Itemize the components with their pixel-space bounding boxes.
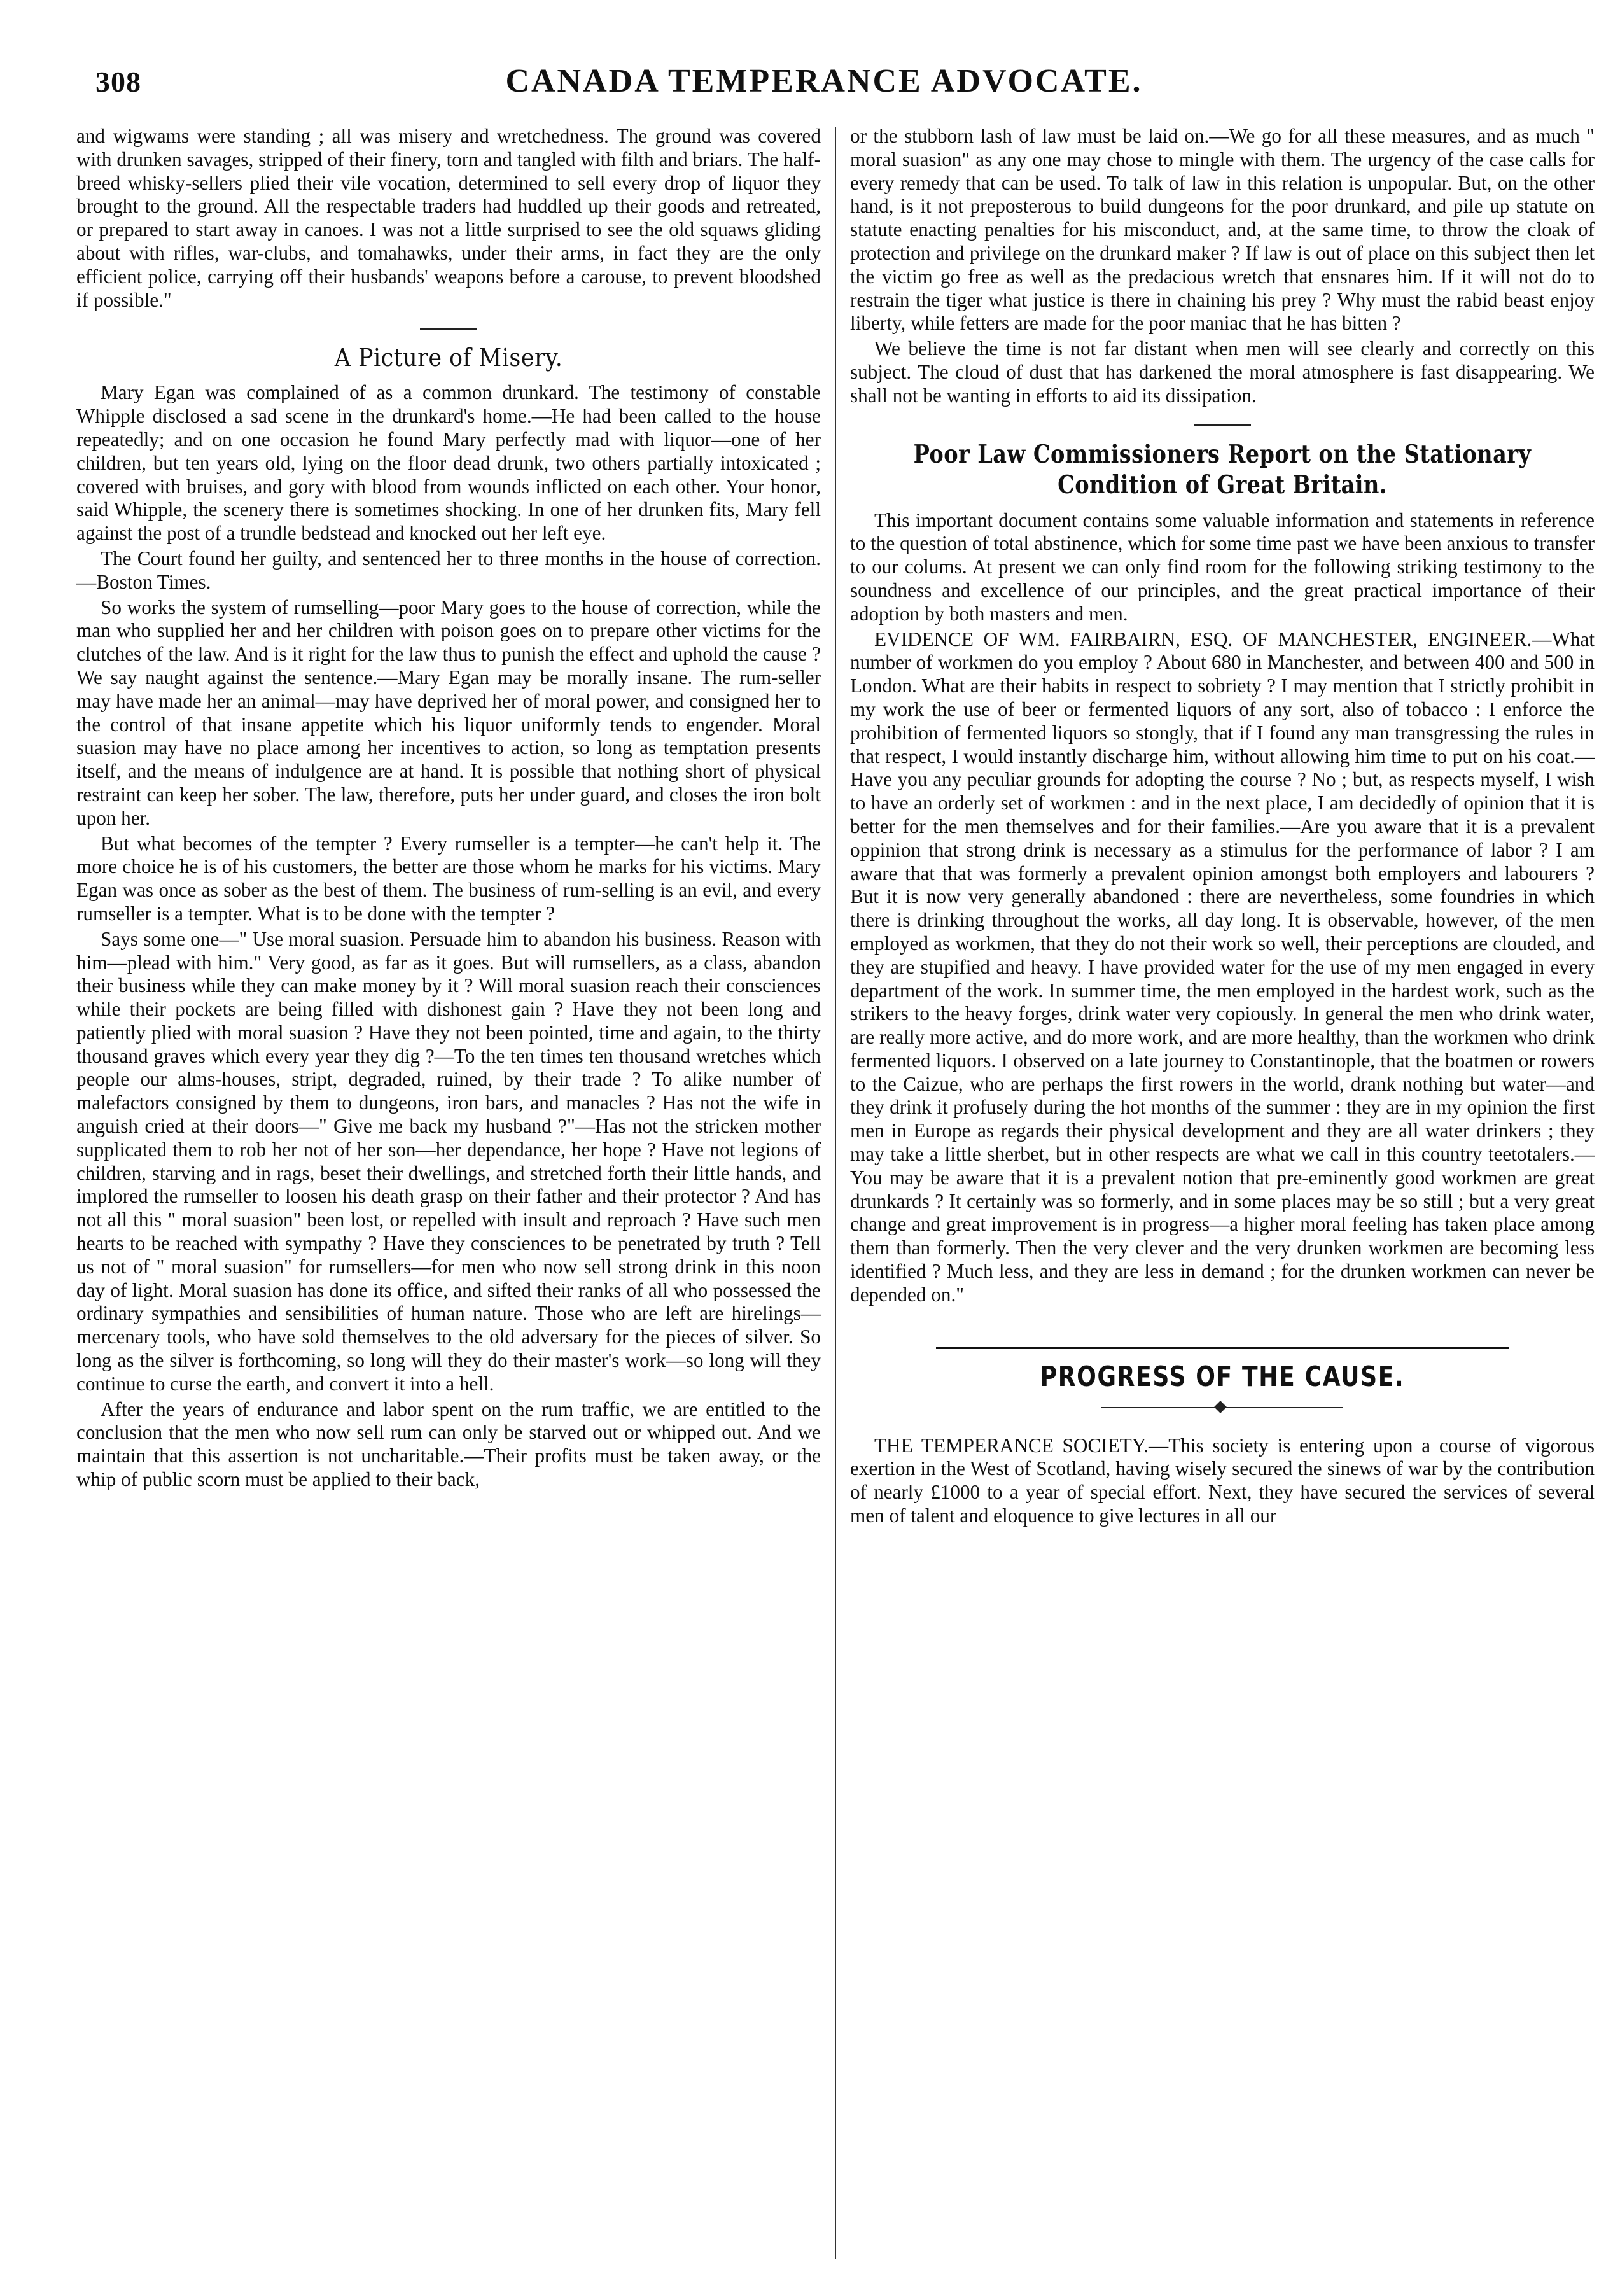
section-title-poor-law-report: Poor Law Commissioners Report on the Stationary Condition of Great Britain. xyxy=(913,439,1532,500)
continuation-paragraph: or the stubborn lash of law must be laid on.—We go for all these measures, and as much " moral suasion" as any one may chose to mingle with them. The urgency of the case calls for every remedy that can be used. To talk of law in this relation is unpopular. But, on the other hand, is it not preposterous to build dungeons for the poor drunkard, and pile up statute on statute enacting penalties for his misconduct, and, at the same time, to throw the cloak of protection and privilege on the drunkard maker ? If law is out of place on this subject then let the victim go free as well as the predacious wretch that ensnares him. If it will not do to restrain the tiger what justice is there in chaining his prey ? Why must the rabid beast enjoy liberty, while fetters are made for the poor maniac that he has bitten ? xyxy=(850,125,1595,335)
journal-title: CANADA TEMPERANCE ADVOCATE. xyxy=(505,63,1143,99)
progress-section-header xyxy=(850,1347,1595,1415)
section-title-picture-of-misery: A Picture of Misery. xyxy=(334,344,563,372)
article-paragraph: Says some one—" Use moral suasion. Persuade him to abandon his business. Reason with him—plead with him." Very good, as far as it goes. But will rumsellers, as a class, abandon their business while they can make money by it ? Will moral suasion reach their consciences while their pockets are being filled with dishonest gain ? Have they not been long and patiently plied with moral suasion ? Have they not been pointed, time and again, to the thirty thousand graves which every year they dig ?—To the ten times ten thousand wretches which people our alms-houses, stript, degraded, ruined, by their trade ? To alike number of malefactors consigned by them to dungeons, iron bars, and manacles ? Has not the wife in anguish cried at their doors—" Give me back my husband ?"—Has not the stricken mother supplicated them to rob her not of her son—her dependance, her hope ? Have not legions of children, starving and in rags, beset their dwellings, and stretched forth their little hands, and implored the rumseller to loosen his death grasp on their father and their protector ? And has not all this " moral suasion" been lost, or repelled with insult and reproach ? Have such men hearts to be reached with sympathy ? Have they consciences to be penetrated by truth ? Tell us not of " moral suasion" for rumsellers—for men who now sell strong drink in this noon day of light. Moral suasion has done its office, and sifted their ranks of all who possessed the ordinary sympathies and sensibilities of human nature. Those who are left are hirelings—mercenary tools, who have sold themselves to the old adversary for the pieces of silver. So long as the silver is forthcoming, so long will they do their master's work—so long will they continue to curse the earth, and convert it into a hell. xyxy=(76,927,821,1395)
article-paragraph: But what becomes of the tempter ? Every rumseller is a tempter—he can't help it. The more choice he is of his customers, the better are those whom he marks for his victims. Mary Egan was once as sober as the best of them. The business of rum-selling is an evil, and every rumseller is a tempter. What is to be done with the tempter ? xyxy=(76,832,821,925)
continuation-paragraph: We believe the time is not far distant when men will see clearly and correctly on this subject. The cloud of dust that has darkened the moral atmosphere is fast disappearing. We shall not be wanting in efforts to aid its dissipation. xyxy=(850,337,1595,407)
report-paragraph: This important document contains some valuable information and statements in reference to the question of total abstinence, which for some time past we have been anxious to transfer to our colums. At present we can only find room for the following striking testimony to the soundness and excellence of our principles, and the great practical importance of their adoption by both masters and men. xyxy=(850,508,1595,625)
right-column xyxy=(850,125,1595,2263)
page-header xyxy=(83,56,1565,107)
column-divider xyxy=(835,127,836,2259)
page-number: 308 xyxy=(95,66,141,98)
thick-rule xyxy=(936,1347,1509,1349)
article-paragraph: Mary Egan was complained of as a common drunkard. The testimony of constable Whipple disclosed a sad scene in the drunkard's home.—He had been called to the house repeatedly; and on one occasion he found Mary perfectly mad with liquor—one of her children, but ten years old, lying on the floor dead drunk, two others partially intoxicated ; covered with bruises, and gory with blood from wounds inflicted on each other. Your honor, said Whipple, the scenery there is sometimes shocking. In one of her drunken fits, Mary fell against the post of a trundle bedstead and knocked out her left eye. xyxy=(76,381,821,545)
ornament-rule xyxy=(1101,1400,1343,1415)
section-rule xyxy=(1194,424,1251,426)
progress-paragraph: THE TEMPERANCE SOCIETY.—This society is entering upon a course of vigorous exertion in the West of Scotland, having wisely secured the sinews of war by the contribution of nearly £1000 to a year of special effort. Next, they have secured the services of several men of talent and eloquence to give lectures in all our xyxy=(850,1434,1595,1527)
left-column xyxy=(76,125,821,2263)
article-paragraph: The Court found her guilty, and sentenced her to three months in the house of correction.—Boston Times. xyxy=(76,547,821,593)
section-title-progress-of-the-cause: PROGRESS OF THE CAUSE. xyxy=(1040,1360,1405,1393)
article-paragraph: So works the system of rumselling—poor Mary goes to the house of correction, while the man who supplied her and her children with poison goes on to prepare other victims for the clutches of the law. And is it right for the law thus to punish the effect and uphold the cause ? We say naught against the sentence.—Mary Egan may be morally insane. The rum-seller may have made her an animal—may have deprived her of moral power, and consigned her to the control of that insane appetite which his liquor uniformly tends to engender. Moral suasion may have no place among her incentives to action, so long as temptation presents itself, and the means of indulgence are at hand. It is possible that nothing short of physical restraint can keep her sober. The law, therefore, puts her under guard, and closes the iron bolt upon her. xyxy=(76,596,821,829)
report-paragraph: EVIDENCE OF WM. FAIRBAIRN, ESQ. OF MANCHESTER, ENGINEER.—What number of workmen do you employ ? About 680 in Manchester, and between 400 and 500 in London. What are their habits in respect to sobriety ? I may mention that I strictly prohibit in my work the use of beer or fermented liquors of any sort, also of tobacco : I enforce the prohibition of fermented liquors so stongly, that if I found any man transgressing the rules in that respect, I would instantly discharge him, without allowing him time to put on his coat.—Have you any peculiar grounds for adopting the course ? No ; but, as respects myself, I wish to have an orderly set of workmen : and in the next place, I am decidedly of opinion that it is better for the men themselves and for their families.—Are you aware that it is a prevalent oppinion that strong drink is necessary as a stimulus for the performance of labor ? I am aware that that was formerly a prevalent opinion amongst both employers and labourers ? But it is now very generally abandoned : there are nevertheless, some foundries in which there is drinking throughout the works, all day long. It is observable, however, of the men employed as workmen, that they do not their work so well, their perceptions are clouded, and they are stupified and heavy. I have provided water for the use of my men engaged in every department of the work. In summer time, the men employed in the hardest work, such as the strikers to the heavy forges, drink water very copiously. In general the men who drink water, are really more active, and do more work, and are more healthy, than the workmen who drink fermented liquors. I observed on a late journey to Constantinople, that the boatmen or rowers to the Caizue, who are perhaps the first rowers in the world, drank nothing but water—and they drink it profusely during the hot months of the summer : they are in my opinion the first men in Europe as regards their physical development and they are all water drinkers ; they may take a little sherbet, but in other respects are what we call in this country teetotalers.—You may be aware that it is a prevalent notion that pre-eminently good workmen are great drunkards ? It certainly was so formerly, and in some places may be so still ; but a very great change and great improvement is in progress—a higher moral feeling has taken place among them than formerly. Then the very clever and the very drunken workmen are becoming less identified ? Much less, and they are less in demand ; for the drunken workmen can never be depended on." xyxy=(850,627,1595,1306)
section-rule xyxy=(420,328,477,330)
diamond-ornament-icon xyxy=(1214,1401,1227,1413)
intro-paragraph: and wigwams were standing ; all was misery and wretchedness. The ground was covered with drunken savages, stripped of their finery, torn and tangled with filth and briars. The half-breed whisky-sellers plied their vile vocation, determined to sell every drop of liquor they brought to the ground. All the respectable traders had huddled up their goods and retreated, or prepared to start away in canoes. I was not a little surprised to see the old squaws gliding about with rifles, war-clubs, and tomahawks, under their arms, in fact they are the only efficient police, carrying off their husbands' weapons before a carouse, to prevent bloodshed if possible." xyxy=(76,125,821,311)
article-paragraph: After the years of endurance and labor spent on the rum traffic, we are entitled to the conclusion that the men who now sell rum can only be starved out or whipped out. And we maintain that this assertion is not uncharitable.—Their profits must be taken away, or the whip of public scorn must be applied to their back, xyxy=(76,1397,821,1491)
